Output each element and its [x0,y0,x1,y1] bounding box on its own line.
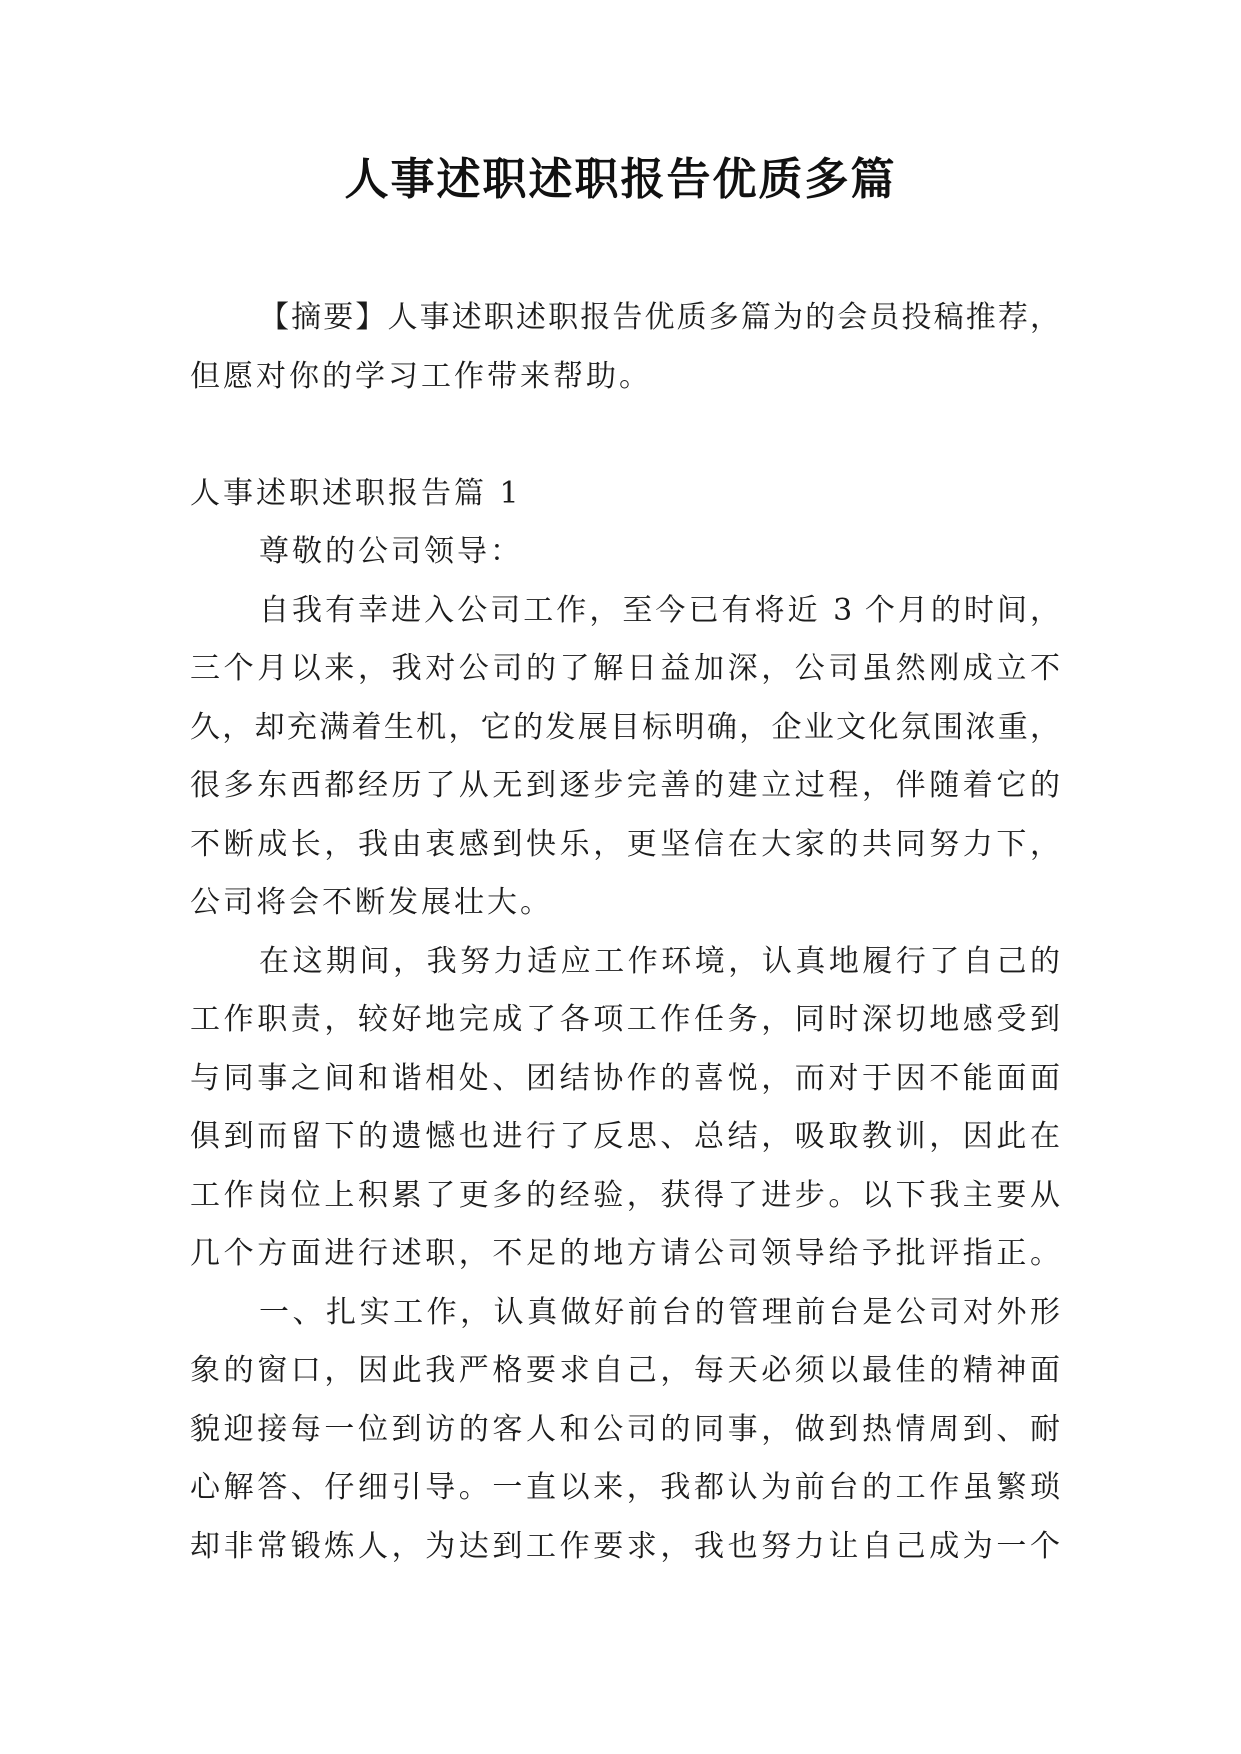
salutation: 尊敬的公司领导： [259,534,523,569]
abstract-line: 【摘要】人事述职述职报告优质多篇为的会员投稿推荐， [259,300,1060,335]
paragraph-line: 工作岗位上积累了更多的经验，获得了进步。以下我主要从 [190,1177,1060,1213]
abstract-line: 但愿对你的学习工作带来帮助。 [190,358,652,394]
paragraph-line: 公司将会不断发展壮大。 [190,885,553,920]
paragraph-line: 很多东西都经历了从无到逐步完善的建立过程，伴随着它的 [190,768,1060,803]
paragraph-line: 貌迎接每一位到访的客人和公司的同事，做到热情周到、耐 [190,1411,1060,1447]
paragraph-line: 一、扎实工作，认真做好前台的管理前台是公司对外形 [259,1294,1060,1330]
abstract-paragraph [190,289,1060,406]
blank-line [190,406,1060,465]
paragraph-line: 几个方面进行述职，不足的地方请公司领导给予批评指正。 [190,1236,1060,1271]
paragraph-line: 象的窗口，因此我严格要求自己，每天必须以最佳的精神面 [190,1353,1060,1388]
paragraph-line: 却非常锻炼人，为达到工作要求，我也努力让自己成为一个 [190,1528,1060,1564]
paragraph [190,582,1060,933]
paragraph-line: 久，却充满着生机，它的发展目标明确，企业文化氛围浓重， [190,709,1060,745]
section-heading: 人事述职述职报告篇 1 [190,475,522,511]
paragraph-line: 三个月以来，我对公司的了解日益加深，公司虽然刚成立不 [190,651,1060,686]
paragraph-line: 不断成长，我由衷感到快乐，更坚信在大家的共同努力下， [190,826,1060,862]
document-body [190,289,1060,1576]
paragraph-line: 在这期间，我努力适应工作环境，认真地履行了自己的 [259,943,1060,979]
paragraph [190,933,1060,1284]
paragraph-line: 工作职责，较好地完成了各项工作任务，同时深切地感受到 [190,1002,1060,1037]
paragraph-line: 心解答、仔细引导。一直以来，我都认为前台的工作虽繁琐 [190,1470,1060,1505]
paragraph-line: 自我有幸进入公司工作，至今已有将近 3 个月的时间， [259,592,1060,628]
document-title: 人事述职述职报告优质多篇 [344,154,897,205]
paragraph-line: 与同事之间和谐相处、团结协作的喜悦，而对于因不能面面 [190,1060,1060,1096]
paragraph-line: 俱到而留下的遗憾也进行了反思、总结，吸取教训，因此在 [190,1119,1060,1154]
paragraph [190,1284,1060,1577]
